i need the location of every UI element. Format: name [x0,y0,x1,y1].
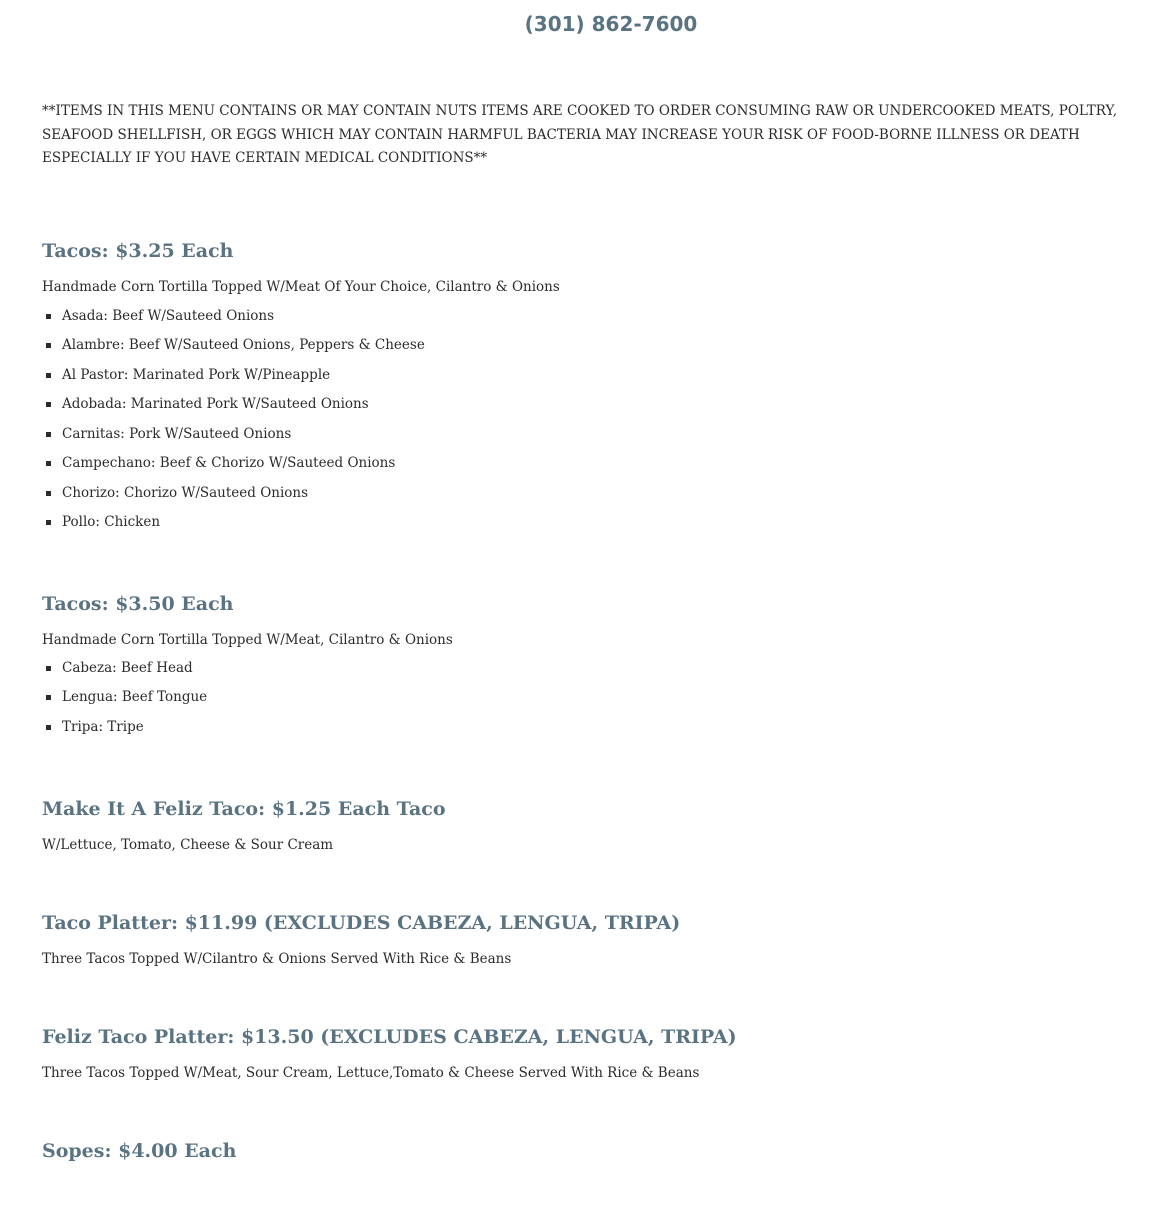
section-description: Handmade Corn Tortilla Topped W/Meat, Cilantro & Onions [42,631,453,648]
menu-content [42,100,1127,1165]
menu-section-sopes [42,1137,1127,1165]
section-description: Handmade Corn Tortilla Topped W/Meat Of Your Choice, Cilantro & Onions [42,278,560,295]
list-item-label: Chorizo: Chorizo W/Sauteed Onions [62,484,309,501]
section-title: Feliz Taco Platter: $13.50 (EXCLUDES CABEZA, LENGUA, TRIPA) [42,1026,737,1048]
list-item-label: Al Pastor: Marinated Pork W/Pineapple [62,366,331,383]
menu-section-tacos-350 [42,590,1127,743]
list-item [42,331,1127,361]
list-item [42,713,1127,743]
section-description: Three Tacos Topped W/Meat, Sour Cream, Lettuce,Tomato & Cheese Served With Rice & Beans [42,1065,700,1081]
list-item [42,654,1127,684]
section-title: Sopes: $4.00 Each [42,1140,237,1162]
list-item [42,302,1127,332]
bullet-icon [46,491,51,496]
menu-section-tacos-325 [42,237,1127,538]
list-item-label: Campechano: Beef & Chorizo W/Sauteed Onions [62,455,396,471]
item-list [42,302,1127,538]
bullet-icon [46,695,51,700]
bullet-icon [46,666,51,671]
list-item-label: Asada: Beef W/Sauteed Onions [62,307,275,324]
list-item [42,361,1127,391]
item-list [42,654,1127,743]
section-title: Tacos: $3.50 Each [42,592,234,615]
section-title: Taco Platter: $11.99 (EXCLUDES CABEZA, LENGUA, TRIPA) [42,912,681,934]
bullet-icon [46,373,51,378]
phone-number-link[interactable]: (301) 862-7600 [524,12,698,36]
section-description: Three Tacos Topped W/Cilantro & Onions Served With Rice & Beans [42,951,512,967]
list-item-label: Alambre: Beef W/Sauteed Onions, Peppers & Cheese [62,337,425,353]
bullet-icon [46,432,51,437]
bullet-icon [46,343,51,348]
section-description: W/Lettuce, Tomato, Cheese & Sour Cream [42,837,334,853]
bullet-icon [46,725,51,730]
bullet-icon [46,314,51,319]
section-title: Make It A Feliz Taco: $1.25 Each Taco [42,798,446,820]
bullet-icon [46,402,51,407]
list-item [42,479,1127,509]
list-item-label: Cabeza: Beef Head [62,659,193,676]
list-item-label: Lengua: Beef Tongue [62,689,208,705]
list-item [42,449,1127,479]
list-item [42,508,1127,538]
list-item-label: Carnitas: Pork W/Sauteed Onions [62,425,292,442]
bullet-icon [46,520,51,525]
list-item [42,390,1127,420]
bullet-icon [46,461,51,466]
list-item-label: Tripa: Tripe [62,718,144,735]
list-item [42,683,1127,713]
list-item [42,420,1127,450]
allergy-disclaimer: **ITEMS IN THIS MENU CONTAINS OR MAY CONTAIN NUTS ITEMS ARE COOKED TO ORDER CONSUMING RAW OR UNDERCOOKED MEATS, POLTRY, SEAFOOD SHELLFISH, OR EGGS WHICH MAY CONTAIN HARMFUL BACTERIA MAY INCREASE YOUR RISK OF FOOD-BORNE ILLNESS OR DEATH ESPECIALLY IF YOU HAVE CERTAIN MEDICAL CONDITIONS** [42,103,1117,166]
menu-section-feliz-taco [42,795,1127,856]
menu-section-taco-platter [42,909,1127,970]
list-item-label: Pollo: Chicken [62,514,161,530]
list-item-label: Adobada: Marinated Pork W/Sauteed Onions [62,396,369,412]
section-title: Tacos: $3.25 Each [42,239,234,262]
menu-section-feliz-taco-platter [42,1023,1127,1084]
